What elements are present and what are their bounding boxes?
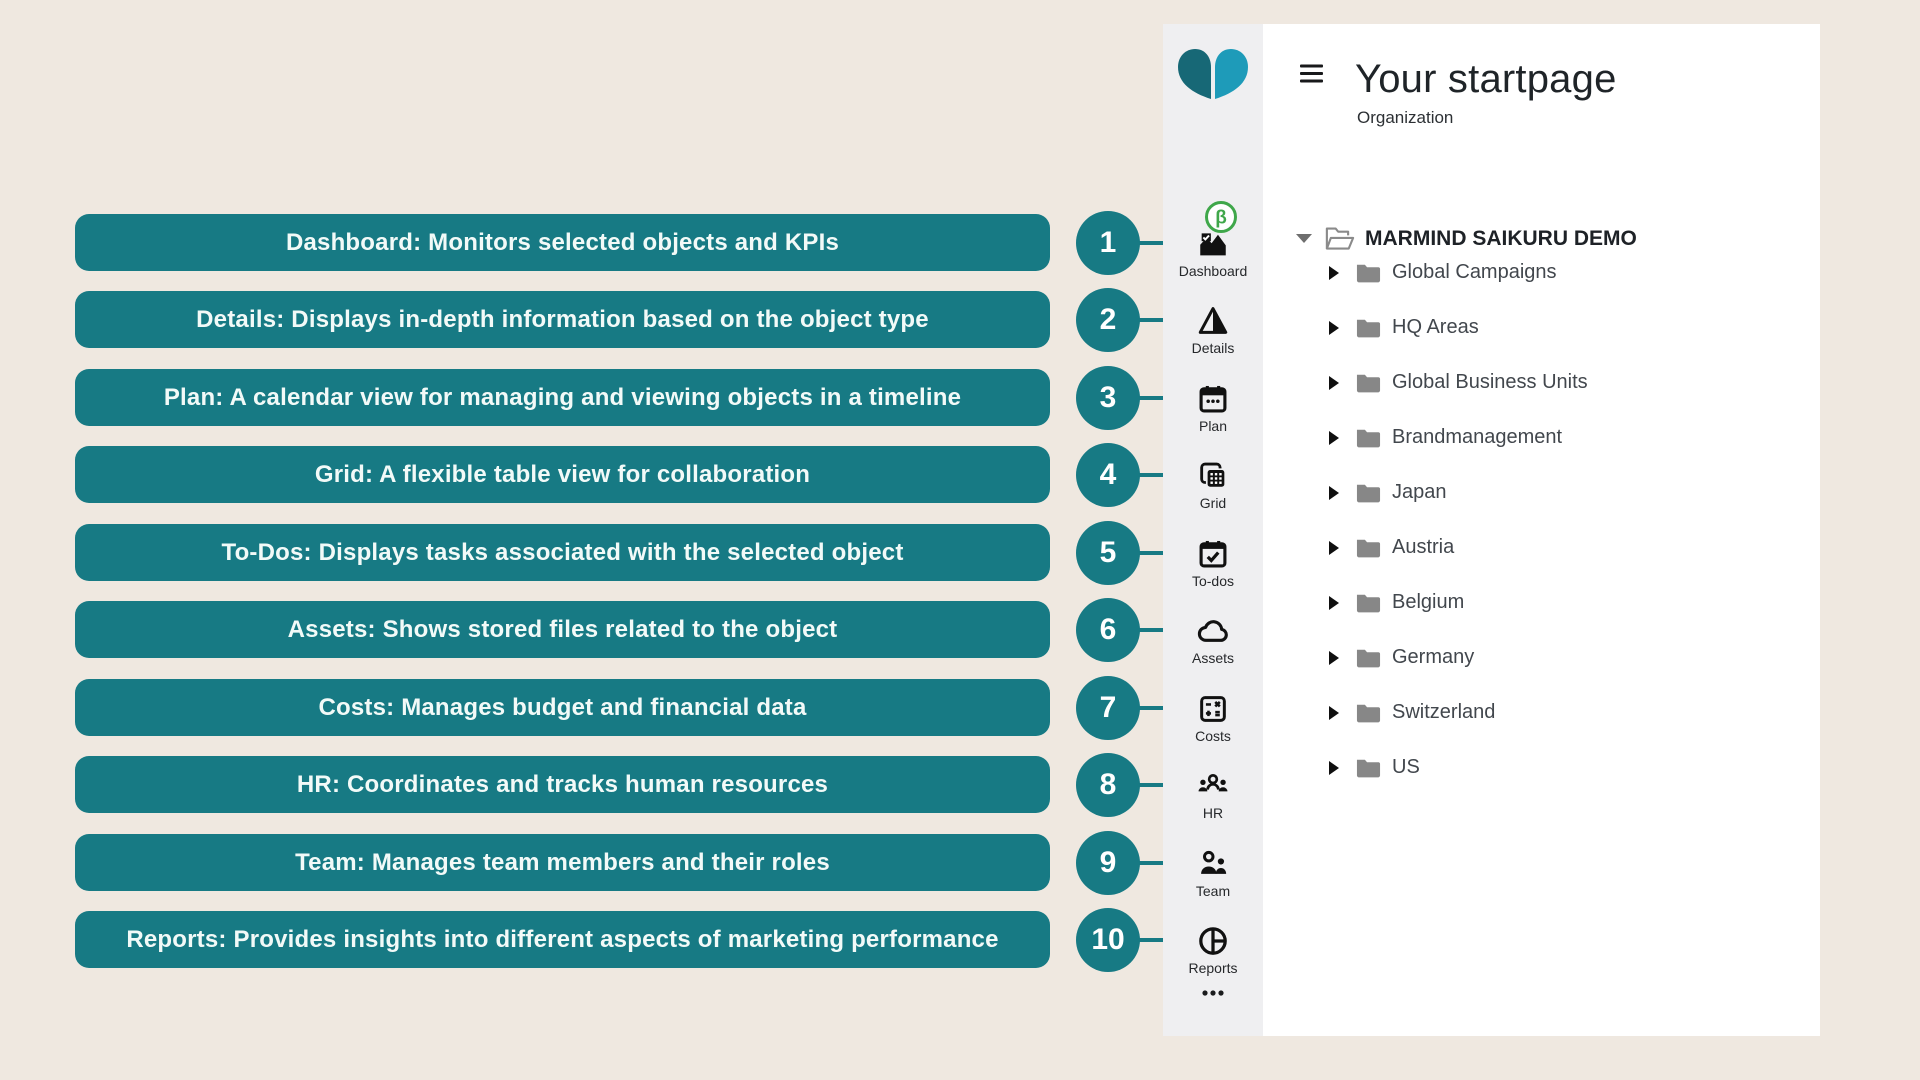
annotation-bar (75, 446, 1050, 503)
sidebar-item-label: Costs (1195, 728, 1231, 744)
folder-icon (1355, 702, 1382, 724)
annotation-number (1076, 908, 1140, 972)
sidebar-item-label: HR (1202, 805, 1224, 821)
sidebar-item-plan[interactable] (1163, 381, 1263, 434)
page-title: Your startpage (1355, 57, 1617, 101)
costs-icon (1163, 691, 1263, 727)
sidebar-item-dashboard[interactable] (1163, 207, 1263, 279)
sidebar-item-label: To-dos (1191, 573, 1235, 589)
plan-icon (1163, 381, 1263, 417)
annotation-row (75, 288, 1192, 352)
annotation-bar (75, 291, 1050, 348)
tree-item-us[interactable] (1329, 756, 1420, 779)
tree-item-label: Global Campaigns (1392, 261, 1557, 283)
annotation-text: Details: Displays in-depth information based on the object type (196, 305, 929, 333)
annotation-bar (75, 524, 1050, 581)
tree-root-marmind-saikuru-demo[interactable] (1296, 226, 1637, 251)
annotation-number-text: 10 (1091, 923, 1125, 956)
logo-left-petal (1178, 49, 1211, 99)
annotation-text: Plan: A calendar view for managing and viewing objects in a timeline (163, 383, 962, 411)
caret-right-icon[interactable] (1329, 431, 1339, 445)
tree-item-global-business-units[interactable] (1329, 371, 1588, 394)
sidebar-item-hr[interactable] (1163, 768, 1263, 821)
annotation-row (75, 908, 1192, 972)
tree-item-label: Japan (1392, 481, 1447, 503)
annotation-row (75, 598, 1192, 662)
folder-icon (1355, 647, 1382, 669)
sidebar-item-todos[interactable] (1163, 536, 1263, 589)
annotation-bar (75, 911, 1050, 968)
tree-item-germany[interactable] (1329, 646, 1474, 669)
caret-right-icon[interactable] (1329, 706, 1339, 720)
caret-right-icon[interactable] (1329, 321, 1339, 335)
svg-text:β: β (1215, 207, 1227, 229)
sidebar-item-costs[interactable] (1163, 691, 1263, 744)
sidebar-item-details[interactable] (1163, 303, 1263, 356)
caret-right-icon[interactable] (1329, 651, 1339, 665)
folder-icon (1355, 537, 1382, 559)
tree-item-global-campaigns[interactable] (1329, 261, 1557, 284)
tree-item-brandmanagement[interactable] (1329, 426, 1562, 449)
folder-icon (1355, 757, 1382, 779)
hr-icon (1163, 768, 1263, 804)
annotation-number (1076, 443, 1140, 507)
annotation-number (1076, 211, 1140, 275)
annotation-number-text: 6 (1099, 613, 1117, 646)
caret-right-icon[interactable] (1329, 266, 1339, 280)
tree-item-label: Germany (1392, 646, 1475, 668)
annotation-row (75, 753, 1192, 817)
annotation-number-text: 5 (1099, 536, 1117, 569)
tree-item-label: Belgium (1392, 591, 1465, 613)
tree-item-label: Brandmanagement (1392, 426, 1563, 448)
details-icon (1163, 303, 1263, 339)
folder-icon (1355, 262, 1382, 284)
annotation-bar (75, 834, 1050, 891)
annotation-bar (75, 369, 1050, 426)
grid-icon (1163, 458, 1263, 494)
annotation-number-text: 8 (1099, 768, 1117, 801)
tree-item-austria[interactable] (1329, 536, 1454, 559)
sidebar-item-team[interactable] (1163, 846, 1263, 899)
annotation-bar (75, 214, 1050, 271)
annotation-bar (75, 601, 1050, 658)
annotation-bar (75, 679, 1050, 736)
sidebar-item-label: Assets (1191, 650, 1234, 666)
todos-icon (1163, 536, 1263, 572)
tree-item-japan[interactable] (1329, 481, 1447, 504)
caret-right-icon[interactable] (1329, 596, 1339, 610)
tree-item-switzerland[interactable] (1329, 701, 1495, 724)
app-sidebar (1163, 24, 1263, 1036)
annotation-row (75, 831, 1192, 895)
caret-down-icon[interactable] (1296, 234, 1312, 243)
tree-item-belgium[interactable] (1329, 591, 1464, 614)
annotation-row (75, 366, 1192, 430)
annotation-text: Dashboard: Monitors selected objects and KPIs (285, 228, 840, 256)
annotation-text: HR: Coordinates and tracks human resources (296, 770, 829, 798)
caret-right-icon[interactable] (1329, 761, 1339, 775)
tree-item-label: US (1392, 756, 1420, 778)
annotation-text: Reports: Provides insights into different aspects of marketing performance (126, 925, 999, 953)
annotation-number (1076, 831, 1140, 895)
startpage-panel (1263, 24, 1820, 1036)
more-button[interactable] (1163, 981, 1263, 1010)
folder-open-icon (1325, 226, 1355, 251)
annotation-number-text: 1 (1099, 226, 1117, 259)
annotation-text: Grid: A flexible table view for collaboration (314, 460, 811, 488)
sidebar-item-label: Grid (1199, 495, 1227, 511)
tree-item-label: HQ Areas (1392, 316, 1479, 338)
annotation-number-text: 7 (1099, 691, 1117, 724)
tree-item-label: Switzerland (1392, 701, 1496, 723)
tree-item-label: Austria (1392, 536, 1455, 558)
annotation-number (1076, 366, 1140, 430)
reports-icon (1163, 923, 1263, 959)
marmind-logo (1177, 48, 1249, 102)
assets-icon (1163, 613, 1263, 649)
annotation-number-text: 4 (1099, 458, 1117, 491)
annotation-row (75, 211, 1192, 275)
sidebar-item-label: Dashboard (1178, 263, 1248, 279)
annotation-number-text: 3 (1099, 381, 1117, 414)
tree-item-label: Global Business Units (1392, 371, 1588, 393)
annotation-number (1076, 598, 1140, 662)
page-subtitle: Organization (1357, 108, 1454, 127)
annotation-bar (75, 756, 1050, 813)
tree-item-hq-areas[interactable] (1329, 316, 1479, 339)
sidebar-item-reports[interactable] (1163, 923, 1263, 976)
sidebar-item-label: Plan (1198, 418, 1228, 434)
caret-right-icon[interactable] (1329, 541, 1339, 555)
annotation-number (1076, 521, 1140, 585)
sidebar-item-label: Reports (1188, 960, 1238, 976)
folder-icon (1355, 427, 1382, 449)
menu-icon[interactable] (1299, 63, 1325, 90)
more-icon (1198, 981, 1228, 1005)
team-icon (1163, 846, 1263, 882)
annotation-text: Assets: Shows stored files related to the object (287, 615, 838, 643)
annotation-text: Costs: Manages budget and financial data (318, 693, 807, 721)
caret-right-icon[interactable] (1329, 486, 1339, 500)
annotation-number (1076, 676, 1140, 740)
sidebar-item-grid[interactable] (1163, 458, 1263, 511)
annotation-number (1076, 288, 1140, 352)
beta-badge (1203, 199, 1239, 240)
sidebar-item-assets[interactable] (1163, 613, 1263, 666)
tree-root-label: MARMIND SAIKURU DEMO (1365, 226, 1637, 250)
folder-icon (1355, 317, 1382, 339)
logo-right-petal (1215, 49, 1248, 99)
annotation-number-text: 2 (1099, 303, 1117, 336)
annotation-text: To-Dos: Displays tasks associated with the selected object (221, 538, 904, 566)
folder-icon (1355, 592, 1382, 614)
folder-icon (1355, 482, 1382, 504)
folder-icon (1355, 372, 1382, 394)
sidebar-item-label: Details (1191, 340, 1235, 356)
annotation-row (75, 521, 1192, 585)
caret-right-icon[interactable] (1329, 376, 1339, 390)
annotation-row (75, 443, 1192, 507)
annotation-number-text: 9 (1099, 846, 1117, 879)
annotation-row (75, 676, 1192, 740)
sidebar-item-label: Team (1195, 883, 1231, 899)
annotation-text: Team: Manages team members and their roles (295, 848, 830, 876)
annotation-number (1076, 753, 1140, 817)
